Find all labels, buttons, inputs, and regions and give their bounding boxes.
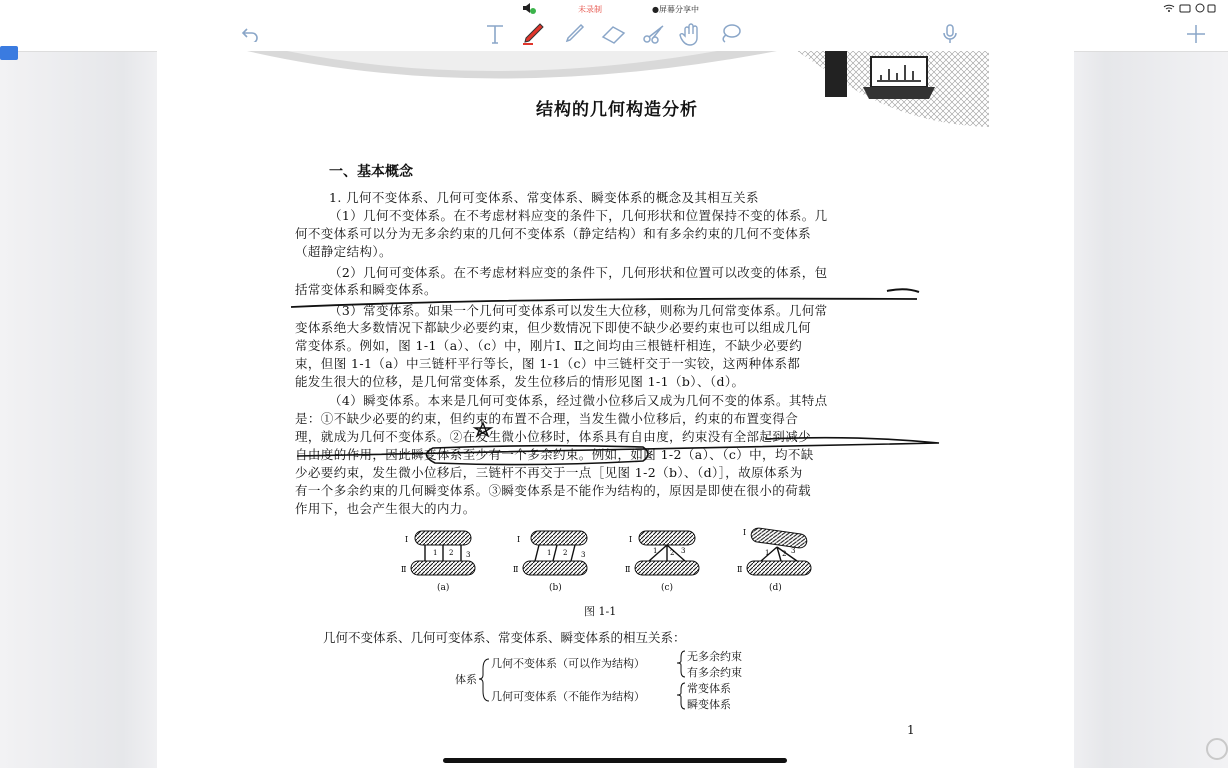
relation-braces xyxy=(479,649,689,713)
figure-caption: 图 1-1 xyxy=(584,605,617,618)
scissors-tool-icon[interactable] xyxy=(640,21,668,47)
figure-label: (b) xyxy=(549,583,562,593)
recording-status: 未录制 xyxy=(578,5,602,14)
document-page[interactable] xyxy=(157,51,1074,768)
lasso-tool-icon[interactable] xyxy=(716,21,744,47)
figure-1-1-diagram xyxy=(397,527,817,597)
svg-text:Ⅰ: Ⅰ xyxy=(629,535,633,544)
document-title: 结构的几何构造分析 xyxy=(536,100,698,120)
relation-leaf: 瞬变体系 xyxy=(687,698,731,711)
microphone-icon[interactable] xyxy=(936,21,964,47)
figure-d xyxy=(737,527,811,575)
svg-text:Ⅰ: Ⅰ xyxy=(517,535,521,544)
svg-text:Ⅰ: Ⅰ xyxy=(743,528,747,537)
system-icons xyxy=(1162,3,1222,15)
relation-root: 体系 xyxy=(455,673,477,686)
paragraph-line: （4）瞬变体系。本来是几何可变体系，经过微小位移后又成为几何不变的体系。其特点 xyxy=(329,393,828,408)
paragraph-line: 常变体系。例如，图 1-1（a）、（c）中，刚片Ⅰ、Ⅱ之间均由三根链杆相连，不缺少必要约 xyxy=(295,338,803,353)
add-page-icon[interactable] xyxy=(1182,21,1210,47)
svg-text:2: 2 xyxy=(782,550,787,558)
relation-leaf: 有多余约束 xyxy=(687,666,742,679)
eraser-tool-icon[interactable] xyxy=(600,21,628,47)
svg-text:3: 3 xyxy=(791,547,796,555)
page-number: 1 xyxy=(907,723,915,737)
section-heading: 一、基本概念 xyxy=(329,164,413,180)
status-bar xyxy=(0,0,1228,18)
svg-text:3: 3 xyxy=(466,551,471,559)
svg-text:1: 1 xyxy=(433,549,438,557)
pencil-tool-icon[interactable] xyxy=(561,21,589,47)
paragraph-line: （2）几何可变体系。在不考虑材料应变的条件下，几何形状和位置可以改变的体系，包 xyxy=(329,265,828,280)
figure-label: (a) xyxy=(437,583,450,593)
paragraph-line: 1. 几何不变体系、几何可变体系、常变体系、瞬变体系的概念及其相互关系 xyxy=(329,190,759,205)
figure-a xyxy=(401,531,475,575)
svg-text:2: 2 xyxy=(449,549,454,557)
svg-text:1: 1 xyxy=(765,549,770,557)
relation-leaf: 常变体系 xyxy=(687,682,731,695)
figure-c xyxy=(625,531,699,575)
paragraph-line: （超静定结构）。 xyxy=(295,244,392,259)
paragraph-line: 括常变体系和瞬变体系。 xyxy=(295,282,437,297)
paragraph-line: 少必要约束，发生微小位移后，三链杆不再交于一点［见图 1-2（b）、（d）］，故原体系为 xyxy=(295,465,803,480)
paragraph-line: 自由度的作用，因此瞬变体系至少有一个多余约束。例如，如图 1-2（a）、（c）中，均不缺 xyxy=(295,447,814,462)
svg-text:Ⅰ: Ⅰ xyxy=(405,535,409,544)
relation-leaf: 无多余约束 xyxy=(687,650,742,663)
paragraph-line: 变体系绝大多数情况下都缺少必要约束，但少数情况下即使不缺少必要约束也可以组成几何 xyxy=(295,320,812,335)
figure-b xyxy=(513,531,587,575)
relation-intro: 几何不变体系、几何可变体系、常变体系、瞬变体系的相互关系： xyxy=(323,630,686,645)
page-options-icon[interactable] xyxy=(1206,738,1228,760)
text-tool-icon[interactable] xyxy=(481,21,509,47)
paragraph-line: 理，就成为几何不变体系。②在发生微小位移时，体系具有自由度，约束没有全部起到减少 xyxy=(295,429,812,444)
svg-text:3: 3 xyxy=(581,551,586,559)
svg-text:2: 2 xyxy=(670,549,675,557)
paragraph-line: 是：①不缺少必要的约束，但约束的布置不合理，当发生微小位移后，约束的布置变得合 xyxy=(295,411,799,426)
figure-label: (d) xyxy=(769,583,782,593)
sidebar-toggle-icon[interactable] xyxy=(0,46,18,60)
figure-label: (c) xyxy=(661,583,674,593)
speaker-icon xyxy=(522,2,536,16)
svg-text:3: 3 xyxy=(681,547,686,555)
paragraph-line: 作用下，也会产生很大的内力。 xyxy=(295,501,476,516)
svg-text:Ⅱ: Ⅱ xyxy=(513,565,519,574)
relation-branch: 几何可变体系（不能作为结构） xyxy=(491,690,645,703)
paragraph-line: 何不变体系可以分为无多余约束的几何不变体系（静定结构）和有多余约束的几何不变体系 xyxy=(295,226,812,241)
relation-branch: 几何不变体系（可以作为结构） xyxy=(491,657,645,670)
svg-text:Ⅱ: Ⅱ xyxy=(401,565,407,574)
annotation-toolbar xyxy=(0,18,1228,52)
marker-tool-icon[interactable] xyxy=(521,21,549,47)
svg-text:2: 2 xyxy=(563,549,568,557)
svg-text:1: 1 xyxy=(653,547,658,555)
paragraph-line: （3）常变体系。如果一个几何可变体系可以发生大位移，则称为几何常变体系。几何常 xyxy=(329,303,828,318)
svg-text:Ⅱ: Ⅱ xyxy=(737,565,743,574)
paragraph-line: 束，但图 1-1（a）中三链杆平行等长，图 1-1（c）中三链杆交于一实铰，这两种体系都 xyxy=(295,356,801,371)
paragraph-line: 能发生很大的位移，是几何常变体系，发生位移后的情形见图 1-1（b）、（d）。 xyxy=(295,374,745,389)
hand-tool-icon[interactable] xyxy=(678,21,706,47)
sharing-status: ●屏幕分享中 xyxy=(652,5,699,14)
paragraph-line: 有一个多余约束的几何瞬变体系。③瞬变体系是不能作为结构的，原因是即使在很小的荷载 xyxy=(295,483,812,498)
home-indicator[interactable] xyxy=(443,758,787,763)
undo-icon[interactable] xyxy=(236,21,264,47)
svg-text:Ⅱ: Ⅱ xyxy=(625,565,631,574)
svg-text:1: 1 xyxy=(547,549,552,557)
paragraph-line: （1）几何不变体系。在不考虑材料应变的条件下，几何形状和位置保持不变的体系。几 xyxy=(329,208,828,223)
